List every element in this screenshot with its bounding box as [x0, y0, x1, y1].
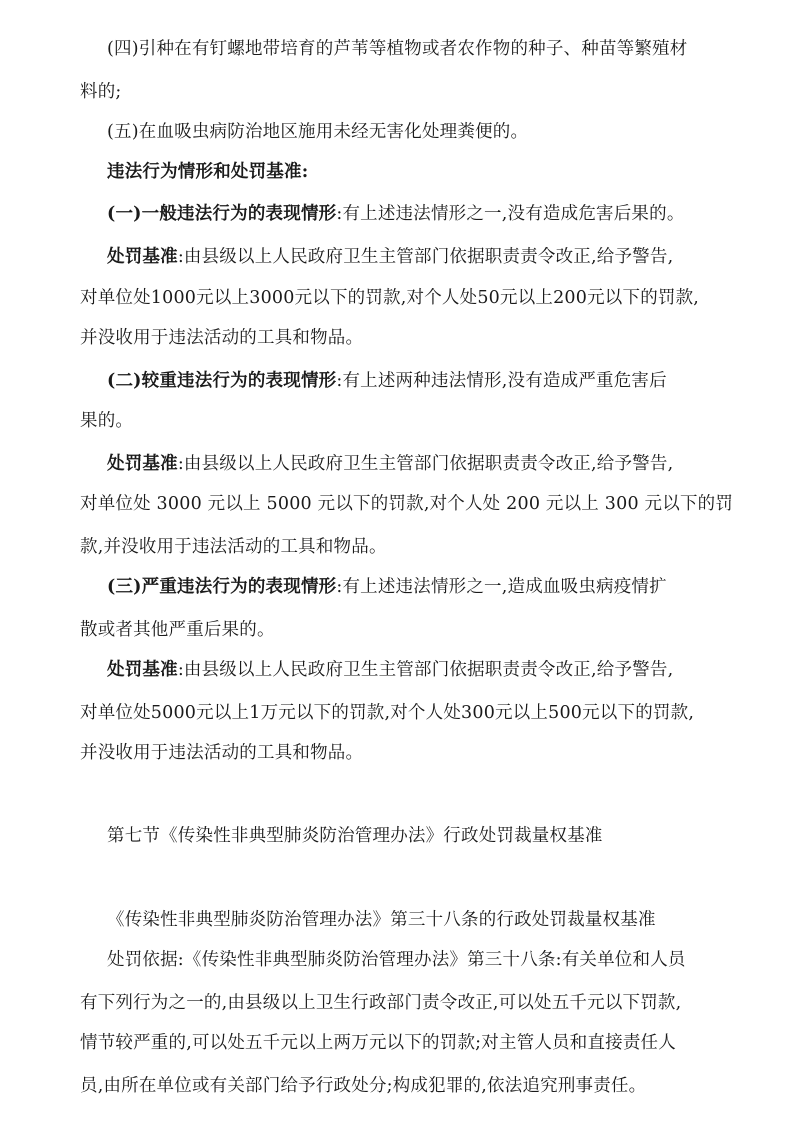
penalty-text: :由县级以上人民政府卫生主管部门依据职责责令改正,给予警告,	[177, 454, 674, 474]
paragraph-line: 对单位处 3000 元以上 5000 元以下的罚款,对个人处 200 元以上 300 元以下的罚	[80, 494, 734, 514]
paragraph-line: 果的。	[80, 411, 134, 431]
penalty-label: 处罚基准	[107, 454, 178, 474]
paragraph-line: 员,由所在单位或有关部门给予行政处分;构成犯罪的,依法追究刑事责任。	[80, 1076, 647, 1096]
paragraph-line	[107, 658, 673, 682]
paragraph-line	[107, 245, 673, 269]
paragraph-line: 对单位处5000元以上1万元以下的罚款,对个人处300元以上500元以下的罚款,	[80, 703, 695, 723]
paragraph-line: 并没收用于违法活动的工具和物品。	[80, 743, 364, 763]
penalty-label: 处罚基准	[107, 247, 178, 267]
penalty-label: 处罚基准	[107, 660, 178, 680]
paragraph-line: 对单位处1000元以上3000元以下的罚款,对个人处50元以上200元以下的罚款,	[80, 288, 700, 308]
penalty-text: :由县级以上人民政府卫生主管部门依据职责责令改正,给予警告,	[177, 247, 674, 267]
paragraph-line: 情节较严重的,可以处五千元以上两万元以下的罚款;对主管人员和直接责任人	[80, 1033, 676, 1053]
case-text: :有上述违法情形之一,没有造成危害后果的。	[336, 204, 685, 224]
paragraph-line: 并没收用于违法活动的工具和物品。	[80, 328, 364, 348]
paragraph-line: 料的;	[80, 82, 122, 102]
paragraph-line: 处罚依据:《传染性非典型肺炎防治管理办法》第三十八条:有关单位和人员	[107, 950, 686, 970]
paragraph-line: 有下列行为之一的,由县级以上卫生行政部门责令改正,可以处五千元以下罚款,	[80, 993, 682, 1013]
case-label: (一)一般违法行为的表现情形	[107, 204, 337, 224]
case-text: :有上述违法情形之一,造成血吸虫病疫情扩	[336, 577, 667, 597]
paragraph-line: (五)在血吸虫病防治地区施用未经无害化处理粪便的。	[107, 122, 529, 142]
section-heading: 违法行为情形和处罚基准:	[107, 162, 309, 182]
penalty-text: :由县级以上人民政府卫生主管部门依据职责责令改正,给予警告,	[177, 660, 674, 680]
section-title: 第七节《传染性非典型肺炎防治管理办法》行政处罚裁量权基准	[107, 826, 603, 846]
paragraph-line: 散或者其他严重后果的。	[80, 620, 275, 640]
subsection-title: 《传染性非典型肺炎防治管理办法》第三十八条的行政处罚裁量权基准	[107, 910, 656, 930]
case-label: (二)较重违法行为的表现情形	[107, 371, 337, 391]
paragraph-line: 款,并没收用于违法活动的工具和物品。	[80, 537, 387, 557]
case-text: :有上述两种违法情形,没有造成严重危害后	[336, 371, 667, 391]
paragraph-line	[107, 369, 667, 393]
paragraph-line	[107, 452, 673, 476]
paragraph-line: (四)引种在有钉螺地带培育的芦苇等植物或者农作物的种子、种苗等繁殖材	[107, 39, 688, 59]
case-label: (三)严重违法行为的表现情形	[107, 577, 337, 597]
paragraph-line	[107, 575, 667, 599]
paragraph-line	[107, 202, 685, 226]
